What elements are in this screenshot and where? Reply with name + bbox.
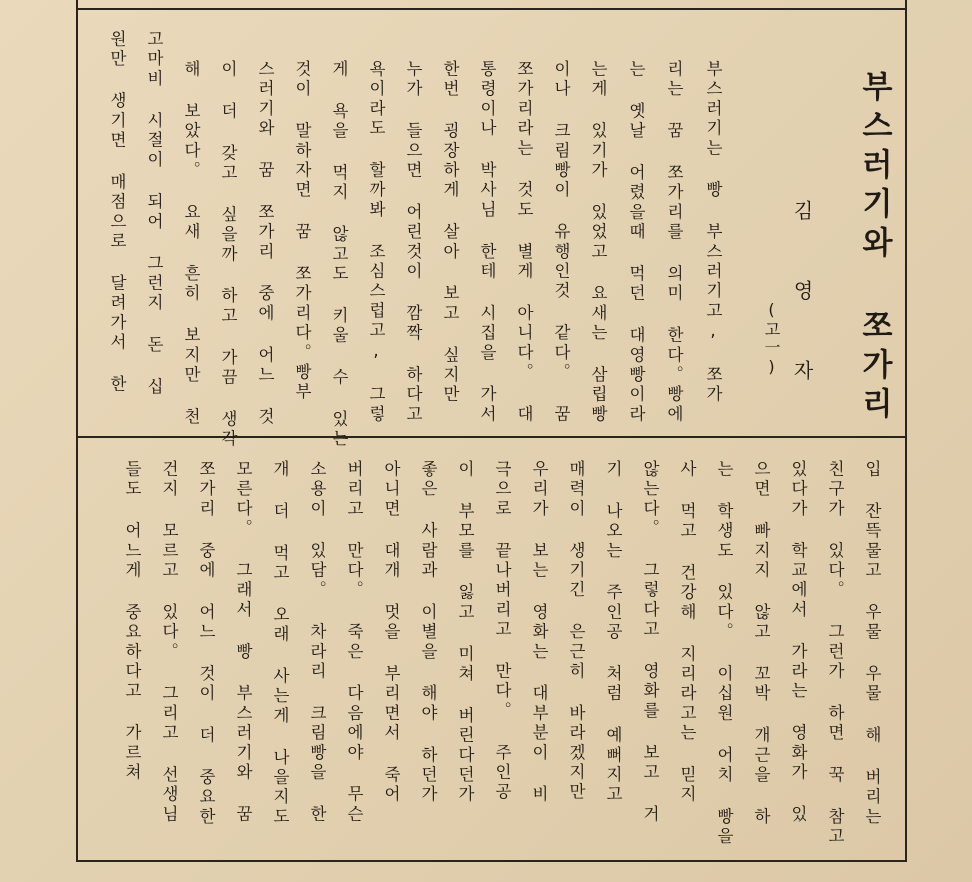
top-col-15: 해 보았다。 요새 흔히 보지만 천 <box>181 60 201 428</box>
author-grade: (고一) <box>762 300 781 378</box>
top-border-rule <box>76 8 907 10</box>
bottom-col-14: 아니면 대개 멋을 부리면서 죽어 <box>381 460 401 805</box>
bottom-col-13: 좋은 사람과 이별을 해야 하던가 <box>418 460 438 805</box>
top-col-12: 것이 말하자면 꿈 쪼가리다。빵부 <box>292 60 312 403</box>
bottom-col-3: 있다가 학교에서 가라는 영화가 있 <box>788 460 808 825</box>
left-border-rule <box>76 0 78 862</box>
top-col-17: 원만 생기면 매점으로 달려가서 한 <box>107 30 127 395</box>
bottom-col-9: 매력이 생기긴 은근히 바라겠지만 <box>566 460 586 803</box>
bottom-col-15: 버리고 만다。 죽은 다음에야 무슨 <box>344 460 364 825</box>
top-col-6: 쪼가리라는 것도 별게 아니다。 대 <box>514 60 534 425</box>
top-col-3: 는 옛날 어렸을때 먹던 대영빵이라 <box>626 60 646 425</box>
bottom-border-rule <box>76 860 907 862</box>
top-col-5: 이나 크림빵이 유행인것 같다。 꿈 <box>551 60 571 425</box>
bottom-col-8: 기 나오는 주인공 처럼 예뻐지고 <box>603 460 623 805</box>
right-border-rule <box>905 0 907 862</box>
bottom-col-16: 소용이 있담。 차라리 크림빵을 한 <box>307 460 327 825</box>
top-col-2: 리는 꿈 쪼가리를 의미 한다。빵에 <box>664 60 684 425</box>
top-col-14: 이 더 갖고 싶을까 하고 가끔 생각 <box>218 60 238 450</box>
bottom-col-2: 친구가 있다。 그런가 하면 꾹 참고 <box>825 460 845 847</box>
author-name: 김 영 자 <box>790 200 814 398</box>
bottom-col-1: 입 잔뜩물고 우물 우물 해 버리는 <box>862 460 882 828</box>
bottom-col-17: 개 더 먹고 오래 사는게 나을지도 <box>270 460 290 828</box>
bottom-col-4: 으면 빠지지 않고 꼬박 개근을 하 <box>751 460 771 828</box>
bottom-col-11: 극으로 끝나버리고 만다。 주인공 <box>492 460 512 803</box>
top-col-8: 한번 굉장하게 살아 보고 싶지만 <box>440 60 460 405</box>
bottom-col-6: 사 먹고 건강해 지리라고는 믿지 <box>677 460 697 805</box>
top-col-13: 스러기와 꿈 쪼가리 중에 어느 것 <box>255 60 275 428</box>
bottom-col-19: 쪼가리 중에 어느 것이 더 중요한 <box>196 460 216 828</box>
bottom-col-10: 우리가 보는 영화는 대부분이 비 <box>529 460 549 805</box>
article-title: 부스러기와 쪼가리 <box>856 70 892 426</box>
bottom-col-18: 모른다。 그래서 빵 부스러기와 꿈 <box>233 460 253 825</box>
top-col-4: 는게 있기가 있었고 요새는 삼립빵 <box>588 60 608 425</box>
top-col-7: 통령이나 박사님 한테 시집을 가서 <box>477 60 497 425</box>
bottom-col-21: 들도 어느게 중요하다고 가르쳐 <box>122 460 142 783</box>
bottom-col-5: 는 학생도 있다。 이십원 어치 빵을 <box>714 460 734 847</box>
bottom-col-12: 이 부모를 잃고 미쳐 버린다던가 <box>455 460 475 805</box>
bottom-col-7: 않는다。 그렇다고 영화를 보고 거 <box>640 460 660 825</box>
top-col-16: 고마비 시절이 되어 그런지 돈 십 <box>144 30 164 398</box>
top-col-9: 누가 들으면 어린것이 깜짝 하다고 <box>403 60 423 425</box>
bottom-col-20: 건지 모르고 있다。 그리고 선생님 <box>159 460 179 825</box>
top-col-10: 욕이라도 할까봐 조심스럽고, 그렇 <box>366 60 386 425</box>
top-col-1: 부스러기는 빵 부스러기고, 쪼가 <box>703 60 723 405</box>
middle-divider-rule <box>76 436 907 438</box>
top-col-11: 게 욕을 먹지 않고도 키울 수 있는 <box>329 60 349 450</box>
